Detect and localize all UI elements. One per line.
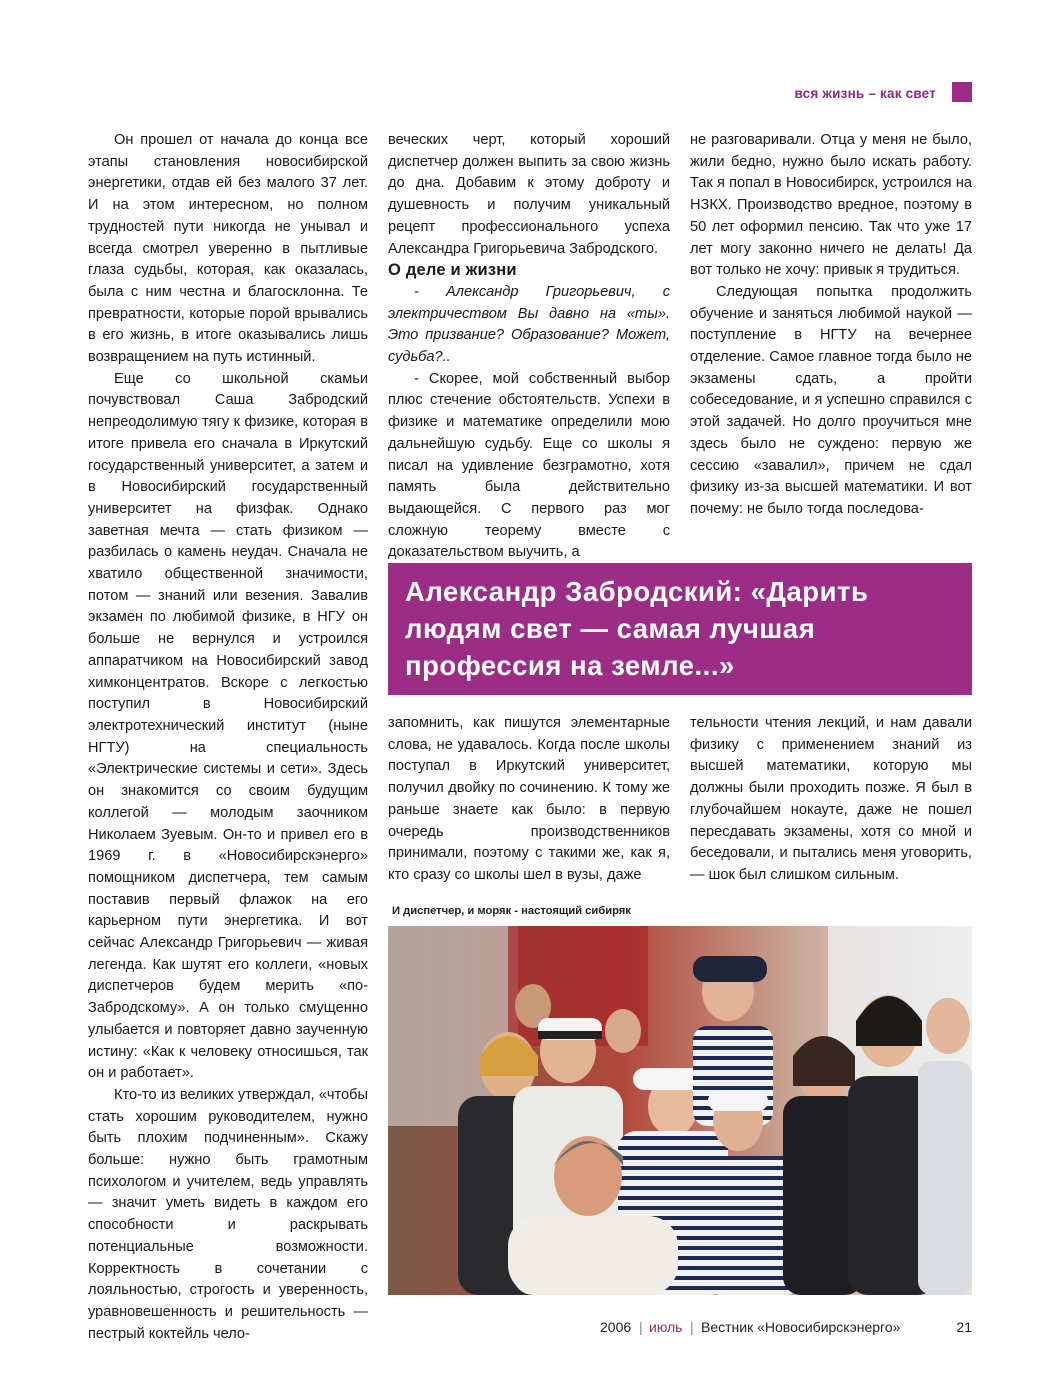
- column-3-bottom: [690, 713, 972, 887]
- paragraph: Еще со школьной скамьи почувствовал Саша Забродский непреодолимую тягу к физике, которая в итоге привела его сначала в Иркутский государственный университет, а затем и в Новосибирский государственный университет на физфак. Однако заветная мечта — стать физиком — разбилась о камень неудач. Сначала не хватило общественной значимости, потом — знаний или везения. Завалив экзамен по любимой физике, в НГУ он больше не вернулся и устроился аппаратчиком на Новосибирский завод химконцентратов. Вскоре с легкостью поступил в Новосибирский электротехнический институт (ныне НГТУ) на специальность «Электрические системы и сети». Здесь он знакомится со своим будущим коллегой — молодым заочником Николаем Зуевым. Он-то и привел его в 1969 г. в «Новосибирскэнерго» помощником диспетчера, тем самым поставив первый флажок на его карьерном пути энергетика. И вот сейчас Александр Григорьевич — живая легенда. Как шутят его коллеги, «новых диспетчеров будем мерить «по-Забродскому». А он только смущенно улыбается и повторяет давно заученную истину: «Как к человеку относишься, так он и работает».: [88, 370, 368, 1082]
- footer-separator: |: [639, 1319, 643, 1335]
- paragraph: веческих черт, который хороший диспетчер должен выпить за свою жизнь до дна. Добавим к этому доброту и душевность и получим уникальный рецепт профессионального успеха Александра Григорьевича Забродского.: [388, 132, 670, 257]
- paragraph: Следующая попытка продолжить обучение и заняться любимой наукой — поступление в НГТУ на вечернее отделение. Самое главное тогда было не экзамены сдать, а пройти собеседование, и я успешно справился с этой задачей. Но долго проучиться мне здесь было не суждено: первую же сессию «завалил», причем не сдал физику из-за высшей математики. И вот почему: не было тогда последова-: [690, 283, 972, 517]
- photo-caption: И диспетчер, и моряк - настоящий сибиряк: [392, 905, 631, 917]
- paragraph: не разговаривали. Отца у меня не было, жили бедно, нужно было искать работу. Так я попал в Новосибирск, устроился на НЗКХ. Производство вредное, поэтому в 50 лет оформил пенсию. Так что уже 17 лет могу законно ничего не делать! Да вот только не хочу: привык я трудиться.: [690, 132, 972, 279]
- footer-month: июль: [649, 1319, 683, 1335]
- group-photo: [388, 926, 972, 1295]
- column-3-top: [690, 130, 972, 521]
- footer-publication: Вестник «Новосибирскэнерго»: [701, 1319, 901, 1335]
- column-1: [88, 130, 368, 1345]
- interview-question: - Александр Григорьевич, с электричеством Вы давно на «ты». Это призвание? Образование? Может, судьба?..: [388, 283, 670, 366]
- column-2-top: [388, 130, 670, 564]
- footer-year: 2006: [600, 1319, 632, 1335]
- pull-quote-text: Александр Забродский: «Дарить людям свет — самая лучшая профессия на земле...»: [405, 576, 869, 681]
- page-number: 21: [956, 1319, 972, 1335]
- subheading: О деле и жизни: [388, 261, 517, 280]
- column-2-bottom: [388, 713, 670, 887]
- paragraph: Он прошел от начала до конца все этапы становления новосибирской энергетики, отдав ей без малого 37 лет. И на этом интересном, но полном трудностей пути никогда не унывал и всегда смотрел уверенно в пытливые глаза судьбы, которая, как оказалась, была с ним честна и благосклонна. Те превратности, которые порой врывались в его жизнь, в итоге оказывались лишь возвращением на путь истинный.: [88, 132, 368, 366]
- pull-quote: [388, 563, 972, 695]
- paragraph: тельности чтения лекций, и нам давали физику с применением знаний из высшей математики, которую мы должны были проходить позже. Я был в глубочайшем нокауте, даже не пошел пересдавать экзамены, хотя со мной и беседовали, и пытались меня уговорить, — шок был слишком сильным.: [690, 715, 972, 883]
- footer-separator: |: [690, 1319, 694, 1335]
- section-marker: [952, 82, 972, 102]
- paragraph: Кто-то из великих утверждал, «чтобы стать хорошим руководителем, нужно быть плохим подчиненным». Скажу больше: нужно быть грамотным психологом и учителем, ведь управлять — значит уметь видеть в каждом его способности и раскрывать потенциальные возможности. Корректность в сочетании с лояльностью, строгость и уверенность, уравновешенность и решительность — пестрый коктейль чело-: [88, 1086, 368, 1342]
- interview-answer: - Скорее, мой собственный выбор плюс стечение обстоятельств. Успехи в физике и математике определили мою дальнейшую судьбу. Еще со школы я писал на удивление безграмотно, хотя память была действительно выдающейся. С первого раз мог сложную теорему вместе с доказательством выучить, а: [388, 370, 670, 561]
- paragraph: запомнить, как пишутся элементарные слова, не удавалось. Когда после школы поступал в Иркутский университет, получил двойку по сочинению. К тому же раньше знаете как было: в первую очередь производственников принимали, поэтому с такими же, как я, кто сразу со школы шел в вузы, даже: [388, 715, 670, 883]
- section-tag: вся жизнь – как свет: [794, 86, 936, 101]
